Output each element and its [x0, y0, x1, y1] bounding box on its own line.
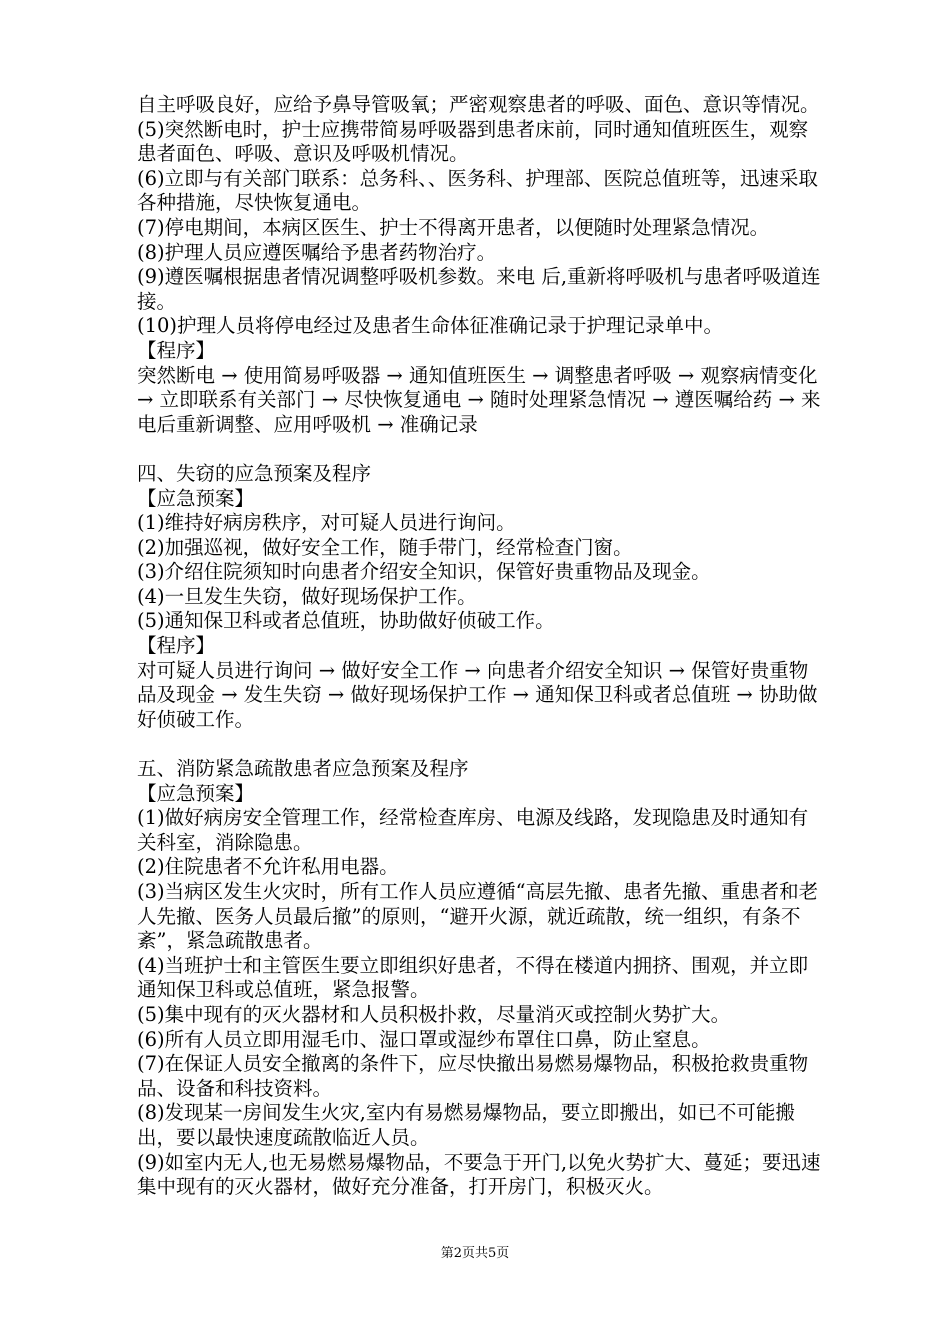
paragraph: (8)护理人员应遵医嘱给予患者药物治疗。	[137, 240, 497, 264]
paragraph: (5)集中现有的灭火器材和人员积极扑救，尽量消灭或控制火势扩大。	[137, 1002, 731, 1026]
paragraph: (4)一旦发生失窃，做好现场保护工作。	[137, 584, 477, 608]
paragraph: (10)护理人员将停电经过及患者生命体征准确记录于护理记录单中。	[137, 314, 724, 338]
procedure-flow: 突然断电 → 使用简易呼吸器 → 通知值班医生 → 调整患者呼吸 → 观察病情变化 → 立即联系有关部门 → 尽快恢复通电 → 随时处理紧急情况 → 遵医嘱给药 → 来电后重新调整、应用呼吸机 → 准确记录	[137, 363, 821, 436]
paragraph: (5)突然断电时，护士应携带简易呼吸器到患者床前，同时通知值班医生，观察患者面色、呼吸、意识及呼吸机情况。	[137, 117, 809, 166]
paragraph: (7)停电期间，本病区医生、护士不得离开患者，以便随时处理紧急情况。	[137, 215, 770, 239]
paragraph: (8)发现某一房间发生火灾,室内有易燃易爆物品，要立即搬出，如已不可能搬出，要以最快速度疏散临近人员。	[137, 1101, 795, 1149]
blank-line	[137, 437, 827, 462]
paragraph: (1)做好病房安全管理工作，经常检查库房、电源及线路，发现隐患及时通知有关科室，消除隐患。	[137, 806, 809, 854]
procedure-flow: 对可疑人员进行询问 → 做好安全工作 → 向患者介绍安全知识 → 保管好贵重物品及现金 → 发生失窃 → 做好现场保护工作 → 通知保卫科或者总值班 → 协助做好侦破工作。	[137, 658, 818, 731]
section-heading: 五、消防紧急疏散患者应急预案及程序	[137, 757, 469, 781]
section-label: 【应急预案】	[137, 781, 255, 805]
paragraph: (3)当病区发生火灾时，所有工作人员应遵循“高层先撤、患者先撤、重患者和老人先撤、医务人员最后撤”的原则，“避开火源，就近疏散，统一组织，有条不紊”，紧急疏散患者。	[137, 880, 819, 953]
section-heading: 四、失窃的应急预案及程序	[137, 461, 372, 485]
paragraph: 自主呼吸良好，应给予鼻导管吸氧；严密观察患者的呼吸、面色、意识等情况。	[137, 93, 820, 116]
section-label: 【应急预案】	[137, 486, 255, 510]
paragraph: (9)遵医嘱根据患者情况调整呼吸机参数。来电 后,重新将呼吸机与患者呼吸道连接。	[137, 265, 821, 313]
page-footer: 第2页共5页	[440, 1246, 510, 1261]
paragraph: (1)维持好病房秩序，对可疑人员进行询问。	[137, 511, 516, 535]
section-label: 【程序】	[137, 338, 216, 362]
section-label: 【程序】	[137, 634, 216, 658]
paragraph: (4)当班护士和主管医生要立即组织好患者，不得在楼道内拥挤、围观，并立即通知保卫科或总值班，紧急报警。	[137, 953, 809, 1002]
paragraph: (6)立即与有关部门联系：总务科、、医务科、护理部、医院总值班等，迅速采取各种措施，尽快恢复通电。	[137, 166, 818, 215]
paragraph: (9)如室内无人,也无易燃易爆物品，不要急于开门,以免火势扩大、蔓延；要迅速集中现有的灭火器材，做好充分准备，打开房门，积极灭火。	[137, 1150, 821, 1199]
paragraph: (6)所有人员立即用湿毛巾、湿口罩或湿纱布罩住口鼻，防止窒息。	[137, 1027, 711, 1051]
blank-line	[137, 732, 827, 757]
paragraph: (3)介绍住院须知时向患者介绍安全知识，保管好贵重物品及现金。	[137, 560, 711, 584]
document-body	[137, 93, 827, 1200]
paragraph: (2)加强巡视，做好安全工作，随手带门，经常检查门窗。	[137, 535, 633, 559]
paragraph: (7)在保证人员安全撤离的条件下，应尽快撤出易燃易爆物品，积极抢救贵重物品、设备和科技资料。	[137, 1052, 809, 1100]
paragraph: (5)通知保卫科或者总值班，协助做好侦破工作。	[137, 609, 555, 633]
paragraph: (2)住院患者不允许私用电器。	[137, 855, 399, 879]
